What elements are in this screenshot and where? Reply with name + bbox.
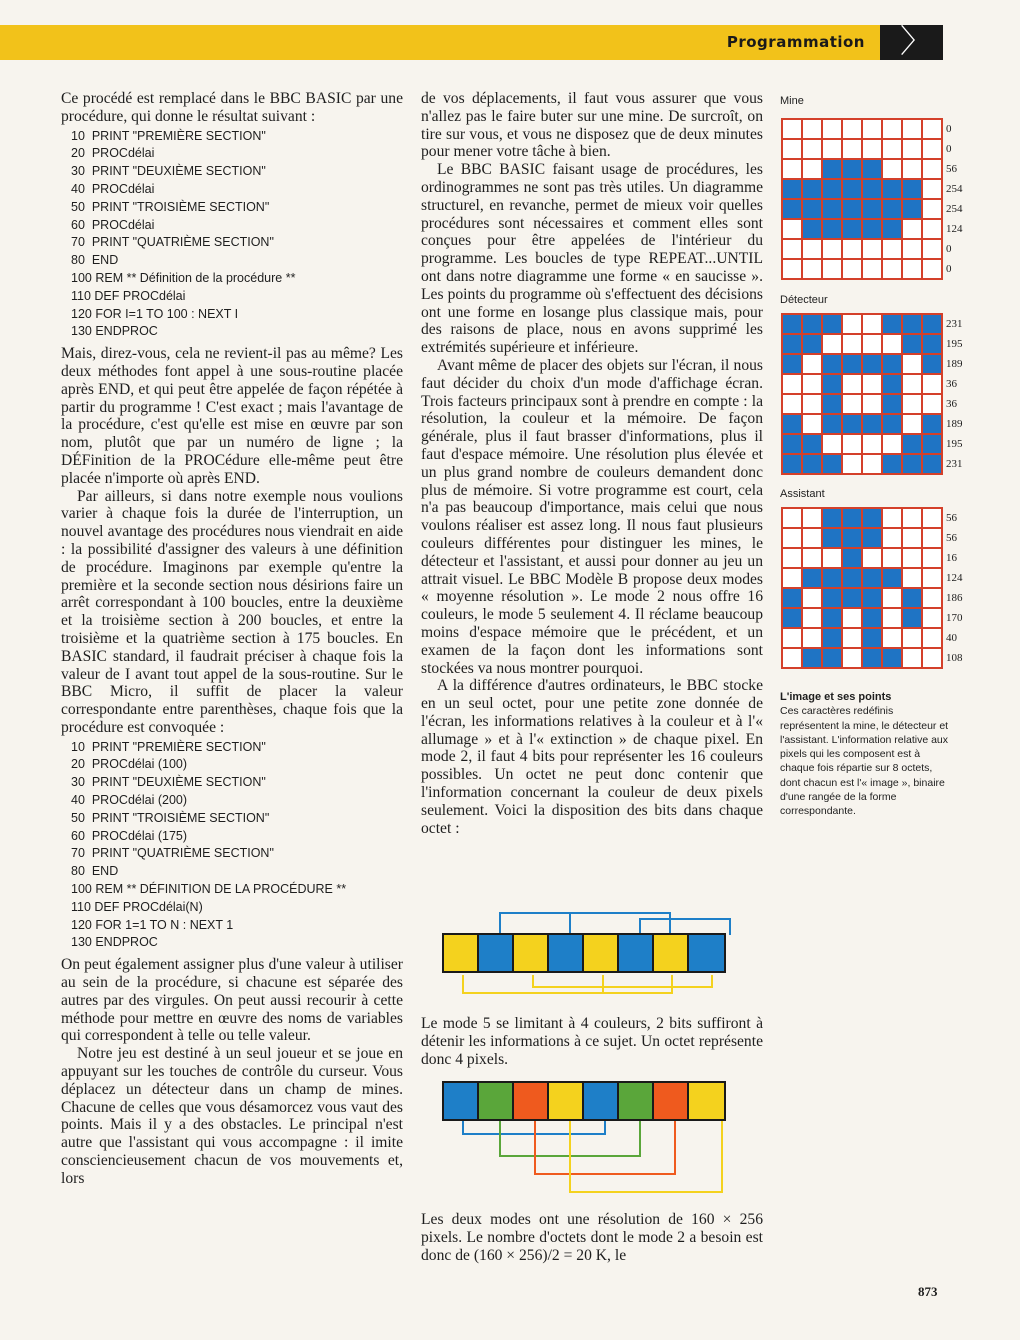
grid-cell: [922, 199, 942, 219]
column-2-mid: [421, 1015, 763, 1068]
code-line: 30 PRINT "DEUXIÈME SECTION": [71, 775, 266, 790]
grid-cell: [802, 239, 822, 259]
grid-cell: [822, 588, 842, 608]
grid-cell: [882, 199, 902, 219]
grid-cell: [802, 119, 822, 139]
grid-cell: [862, 434, 882, 454]
code-line: 80 END: [71, 253, 119, 268]
grid-cell: [822, 314, 842, 334]
grid-cell: [882, 219, 902, 239]
grid-cell: [922, 414, 942, 434]
code-line: 120 FOR I=1 TO 100 : NEXT I: [71, 306, 239, 321]
grid-cell: [862, 159, 882, 179]
grid-cell: [782, 414, 802, 434]
grid-cell: [922, 608, 942, 628]
grid-cell: [902, 314, 922, 334]
grid-cell: [922, 219, 942, 239]
grid-cell: [862, 374, 882, 394]
grid-cell: [882, 394, 902, 414]
sprite-grid: [781, 313, 943, 475]
row-value: 40: [946, 632, 957, 644]
grid-cell: [822, 354, 842, 374]
grid-cell: [782, 354, 802, 374]
grid-cell: [842, 648, 862, 668]
grid-cell: [902, 239, 922, 259]
intro-paragraph: Ce procédé est remplacé dans le BBC BASIC par une procédure, qui donne le résultat suivant :: [61, 90, 403, 125]
grid-cell: [802, 568, 822, 588]
grid-cell: [782, 334, 802, 354]
grid-cell: [882, 548, 902, 568]
code-line: 120 FOR 1=1 TO N : NEXT 1: [71, 917, 234, 932]
code-line: 110 DEF PROCdélai(N): [71, 899, 203, 914]
grid-cell: [862, 119, 882, 139]
bit-cell: [479, 1083, 514, 1119]
caption-text: Ces caractères redéfinis représentent la mine, le détecteur et l'assistant. L'information relative aux pixels qui les composent est à chaque fois répartie sur 8 octets, dont chacun est l'« image », binaire d'une rangée de la forme correspondante.: [780, 705, 949, 818]
grid-cell: [782, 648, 802, 668]
paragraph: de vos déplacements, il faut vous assurer que vous n'allez pas le faire buter sur une mine. De surcroît, on tire sur vous, et vous ne disposez que de deux minutes pour mener votre tâche à bien.: [421, 90, 763, 161]
row-value: 231: [946, 458, 963, 470]
grid-cell: [842, 568, 862, 588]
grid-cell: [922, 259, 942, 279]
code-line: 30 PRINT "DEUXIÈME SECTION": [71, 164, 266, 179]
code-listing-1: [71, 128, 403, 342]
grid-cell: [822, 159, 842, 179]
grid-cell: [882, 314, 902, 334]
caption-title: L'image et ses points: [780, 691, 892, 703]
code-line: 10 PRINT "PREMIÈRE SECTION": [71, 739, 266, 754]
grid-cell: [782, 219, 802, 239]
row-value: 56: [946, 532, 957, 544]
grid-cell: [842, 159, 862, 179]
grid-cell: [822, 548, 842, 568]
bit-cell: [514, 935, 549, 971]
grid-cell: [922, 394, 942, 414]
code-line: 100 REM ** DÉFINITION DE LA PROCÉDURE **: [71, 882, 347, 897]
grid-cell: [902, 608, 922, 628]
grid-cell: [902, 259, 922, 279]
row-value: 124: [946, 223, 963, 235]
row-value: 0: [946, 263, 952, 275]
grid-cell: [902, 179, 922, 199]
grid-cell: [882, 588, 902, 608]
grid-cell: [882, 508, 902, 528]
code-line: 50 PRINT "TROISIÈME SECTION": [71, 199, 270, 214]
bit-cell: [549, 935, 584, 971]
grid-cell: [882, 139, 902, 159]
mode5-bit-connectors: [440, 1112, 750, 1202]
grid-cell: [822, 334, 842, 354]
grid-cell: [862, 528, 882, 548]
grid-cell: [862, 508, 882, 528]
grid-cell: [822, 608, 842, 628]
grid-cell: [842, 354, 862, 374]
sprite-grid: [781, 118, 943, 280]
grid-cell: [782, 119, 802, 139]
grid-cell: [882, 239, 902, 259]
grid-cell: [922, 374, 942, 394]
row-value: 254: [946, 203, 963, 215]
grid-cell: [922, 354, 942, 374]
grid-cell: [922, 568, 942, 588]
grid-cell: [782, 628, 802, 648]
bit-cell: [444, 1083, 479, 1119]
page-number: 873: [918, 1284, 938, 1299]
row-value: 189: [946, 358, 963, 370]
grid-cell: [802, 434, 822, 454]
grid-cell: [882, 568, 902, 588]
code-line: 110 DEF PROCdélai: [71, 288, 186, 303]
grid-cell: [842, 528, 862, 548]
grid-cell: [842, 434, 862, 454]
grid-cell: [862, 219, 882, 239]
grid-cell: [822, 394, 842, 414]
grid-cell: [802, 374, 822, 394]
grid-cell: [782, 548, 802, 568]
grid-cell: [782, 568, 802, 588]
grid-cell: [842, 139, 862, 159]
row-value: 231: [946, 318, 963, 330]
grid-cell: [802, 179, 822, 199]
mode5-byte-diagram: [442, 1081, 726, 1121]
bit-cell: [689, 1083, 724, 1119]
grid-cell: [822, 139, 842, 159]
grid-cell: [882, 179, 902, 199]
grid-cell: [842, 414, 862, 434]
chevron-right-icon: [880, 22, 943, 60]
code-line: 50 PRINT "TROISIÈME SECTION": [71, 810, 270, 825]
bit-cell: [479, 935, 514, 971]
grid-cell: [802, 314, 822, 334]
grid-cell: [862, 199, 882, 219]
grid-cell: [822, 414, 842, 434]
grid-cell: [902, 159, 922, 179]
grid-cell: [882, 628, 902, 648]
mode2-byte-diagram: [442, 933, 726, 973]
grid-cell: [922, 334, 942, 354]
row-value: 189: [946, 418, 963, 430]
grid-cell: [902, 139, 922, 159]
grid-cell: [822, 119, 842, 139]
grid-cell: [842, 199, 862, 219]
grid-cell: [862, 259, 882, 279]
grid-cell: [802, 199, 822, 219]
grid-cell: [862, 588, 882, 608]
grid-cell: [802, 608, 822, 628]
bit-cell: [549, 1083, 584, 1119]
grid-cell: [862, 179, 882, 199]
grid-cell: [862, 139, 882, 159]
grid-cell: [822, 528, 842, 548]
grid-cell: [782, 314, 802, 334]
grid-cell: [802, 414, 822, 434]
grid-cell: [902, 219, 922, 239]
grid-cell: [882, 334, 902, 354]
grid-cell: [922, 508, 942, 528]
bit-cell: [654, 935, 689, 971]
grid-cell: [802, 528, 822, 548]
grid-cell: [902, 354, 922, 374]
code-line: 130 ENDPROC: [71, 324, 158, 339]
grid-cell: [882, 414, 902, 434]
grid-cell: [902, 394, 922, 414]
grid-cell: [802, 588, 822, 608]
grid-cell: [882, 354, 902, 374]
grid-cell: [882, 434, 902, 454]
bit-cell: [514, 1083, 549, 1119]
grid-cell: [862, 394, 882, 414]
grid-cell: [922, 179, 942, 199]
grid-cell: [842, 548, 862, 568]
bit-cell: [619, 935, 654, 971]
grid-cell: [802, 628, 822, 648]
grid-cell: [902, 548, 922, 568]
grid-cell: [822, 628, 842, 648]
grid-cell: [782, 588, 802, 608]
grid-cell: [802, 219, 822, 239]
grid-cell: [842, 508, 862, 528]
grid-cell: [802, 394, 822, 414]
grid-cell: [862, 454, 882, 474]
grid-cell: [902, 628, 922, 648]
column-2: [421, 90, 763, 837]
grid-cell: [922, 159, 942, 179]
arrow-glyph: 〉: [900, 22, 933, 60]
grid-cell: [922, 454, 942, 474]
row-value: 254: [946, 183, 963, 195]
row-value: 195: [946, 438, 963, 450]
grid-cell: [782, 508, 802, 528]
grid-cell: [922, 528, 942, 548]
section-title: Programmation: [726, 33, 865, 51]
grid-cell: [802, 259, 822, 279]
bit-cell: [584, 1083, 619, 1119]
grid-cell: [802, 159, 822, 179]
paragraph: Le BBC BASIC faisant usage de procédures, les ordinogrammes ne sont pas très utiles. Un diagramme structurel, en revanche, permet de mieux voir quelles procédures sont nécessaires et comment elles sont conçues pour être appelées de l'intérieur du programme. Les boucles de type REPEAT...UNTIL ont dans notre diagramme une forme « en saucisse ». Les points du programme où s'effectuent des décisions ont une forme en losange plus classique mais, pour des raisons de place, nous en avons supprimé les extrémités supérieure et inférieure.: [421, 161, 763, 357]
grid-cell: [822, 508, 842, 528]
grid-cell: [822, 568, 842, 588]
grid-cell: [862, 239, 882, 259]
grid-cell: [902, 528, 922, 548]
grid-cell: [902, 414, 922, 434]
bit-cell: [444, 935, 479, 971]
paragraph: A la différence d'autres ordinateurs, le BBC stocke en un seul octet, pour une petite zone donnée de l'écran, les informations relatives à la couleur et à l'« allumage » et à l'« extinction » de chaque pixel. En mode 2, il faut 4 bits pour représenter les 16 couleurs possibles. Un octet ne peut donc contenir que l'information concernant la couleur de deux pixels seulement. Voici la disposition des bits dans chaque octet :: [421, 677, 763, 837]
grid-cell: [882, 259, 902, 279]
grid-cell: [842, 454, 862, 474]
paragraph: Mais, direz-vous, cela ne revient-il pas au même? Les deux méthodes font appel à une sous-routine placée après END, et qui peut être appelée de façon répétée à partir du programme ! C'est exact ; mais l'avantage de la procédure, c'est qu'elle est mise en œuvre par son nom, plutôt que par un numéro de ligne ; la DÉFinition de la PROCédure elle-même peut être placée n'importe où après END.: [61, 345, 403, 487]
grid-cell: [802, 454, 822, 474]
row-value: 16: [946, 552, 957, 564]
bit-cell: [619, 1083, 654, 1119]
grid-cell: [822, 179, 842, 199]
grid-cell: [842, 374, 862, 394]
grid-cell: [862, 568, 882, 588]
paragraph: Les deux modes ont une résolution de 160 × 256 pixels. Le nombre d'octets dont le mode 2 a besoin est donc de (160 × 256)/2 = 20 K, le: [421, 1211, 763, 1264]
grid-label: Mine: [780, 95, 804, 107]
grid-cell: [922, 119, 942, 139]
grid-cell: [782, 179, 802, 199]
grid-cell: [922, 434, 942, 454]
grid-cell: [902, 588, 922, 608]
grid-cell: [842, 259, 862, 279]
grid-cell: [802, 139, 822, 159]
grid-cell: [822, 259, 842, 279]
grid-cell: [902, 508, 922, 528]
grid-cell: [842, 588, 862, 608]
grid-cell: [922, 239, 942, 259]
code-line: 100 REM ** Définition de la procédure **: [71, 270, 296, 285]
grid-cell: [842, 179, 862, 199]
grid-cell: [842, 314, 862, 334]
grid-cell: [902, 374, 922, 394]
grid-cell: [802, 648, 822, 668]
grid-label: Détecteur: [780, 294, 828, 306]
code-line: 10 PRINT "PREMIÈRE SECTION": [71, 128, 266, 143]
grid-cell: [862, 648, 882, 668]
bit-cell: [584, 935, 619, 971]
grid-cell: [862, 354, 882, 374]
code-line: 70 PRINT "QUATRIÈME SECTION": [71, 846, 274, 861]
grid-label: Assistant: [780, 488, 825, 500]
grid-cell: [822, 199, 842, 219]
code-line: 40 PROCdélai: [71, 181, 155, 196]
grid-cell: [782, 528, 802, 548]
code-line: 80 END: [71, 864, 119, 879]
grid-cell: [822, 454, 842, 474]
grid-cell: [882, 374, 902, 394]
grid-cell: [862, 548, 882, 568]
grid-cell: [842, 394, 862, 414]
column-2-end: [421, 1211, 763, 1264]
paragraph: Avant même de placer des objets sur l'écran, il nous faut décider du choix d'un mode d'affichage écran. Trois facteurs principaux sont à prendre en compte : la résolution, la couleur et la mémoire. De façon générale, plus il faut brasser d'informations, plus il faut d'espace mémoire. Une résolution plus élevée et un plus grand nombre de couleurs demandent donc plus de mémoire. Si votre programme est court, cela n'a pas beaucoup d'importance, mais celui que nous voulons réaliser est assez long. Il nous faut plusieurs couleurs différentes pour distinguer les mines, le détecteur et l'assistant, et aussi pour donner au jeu un attrait visuel. Le BBC Modèle B propose deux modes « moyenne résolution ». Le mode 2 nous offre 16 couleurs, le mode 5 seulement 4. Il réclame beaucoup moins d'espace mémoire que le précédent, et un examen de la façon dont les informations sont stockées va nous montrer pourquoi.: [421, 356, 763, 677]
grid-cell: [902, 334, 922, 354]
grid-cell: [822, 434, 842, 454]
column-1: [61, 90, 403, 1188]
grid-cell: [842, 239, 862, 259]
grid-cell: [782, 199, 802, 219]
section-banner: [0, 25, 943, 60]
code-line: 20 PROCdélai: [71, 146, 155, 161]
figure-caption: [780, 690, 950, 819]
bit-cell: [654, 1083, 689, 1119]
grid-cell: [802, 334, 822, 354]
grid-cell: [842, 119, 862, 139]
grid-cell: [822, 374, 842, 394]
grid-cell: [822, 648, 842, 668]
grid-cell: [862, 608, 882, 628]
grid-cell: [782, 608, 802, 628]
grid-cell: [902, 568, 922, 588]
sprite-grid: [781, 507, 943, 669]
row-value: 0: [946, 123, 952, 135]
grid-row-values: [946, 508, 963, 668]
grid-cell: [782, 374, 802, 394]
grid-cell: [822, 219, 842, 239]
grid-cell: [782, 259, 802, 279]
row-value: 170: [946, 612, 963, 624]
grid-cell: [922, 548, 942, 568]
row-value: 186: [946, 592, 963, 604]
grid-cell: [902, 199, 922, 219]
grid-cell: [922, 314, 942, 334]
grid-cell: [922, 588, 942, 608]
row-value: 108: [946, 652, 963, 664]
grid-cell: [902, 434, 922, 454]
code-line: 130 ENDPROC: [71, 935, 158, 950]
code-line: 40 PROCdélai (200): [71, 793, 188, 808]
row-value: 0: [946, 143, 952, 155]
grid-cell: [822, 239, 842, 259]
grid-cell: [802, 508, 822, 528]
grid-cell: [782, 159, 802, 179]
bit-cell: [689, 935, 724, 971]
grid-cell: [842, 334, 862, 354]
code-line: 60 PROCdélai (175): [71, 828, 188, 843]
code-listing-2: [71, 739, 403, 953]
row-value: 36: [946, 398, 957, 410]
grid-cell: [782, 139, 802, 159]
grid-cell: [882, 454, 902, 474]
row-value: 195: [946, 338, 963, 350]
grid-cell: [862, 314, 882, 334]
grid-cell: [922, 648, 942, 668]
paragraph: Par ailleurs, si dans notre exemple nous voulions varier à chaque fois la durée de l'interruption, un nouvel avantage des procédures nous viendrait en aide : la possibilité d'assigner des valeurs à une définition de procédure. Imaginons par exemple qu'entre la première et la seconde section nous désirions faire un arrêt correspondant à 100 boucles, entre la deuxième et la troisième section à 200 boucles, et entre la troisième et la quatrième section à 175 boucles. En BASIC standard, il faudrait préciser à chaque fois la valeur de I avant tout appel de la sous-routine. Sur le BBC Micro, il suffit de placer la valeur correspondante entre parenthèses, chaque fois que la procédure est convoquée :: [61, 487, 403, 736]
grid-cell: [922, 628, 942, 648]
code-line: 70 PRINT "QUATRIÈME SECTION": [71, 235, 274, 250]
grid-cell: [902, 454, 922, 474]
grid-cell: [902, 648, 922, 668]
grid-cell: [782, 394, 802, 414]
grid-cell: [802, 354, 822, 374]
grid-cell: [782, 434, 802, 454]
grid-cell: [882, 528, 902, 548]
grid-cell: [862, 334, 882, 354]
grid-row-values: [946, 314, 963, 474]
grid-cell: [782, 239, 802, 259]
code-line: 60 PROCdélai: [71, 217, 155, 232]
grid-cell: [922, 139, 942, 159]
grid-cell: [842, 219, 862, 239]
grid-cell: [862, 628, 882, 648]
grid-row-values: [946, 119, 963, 279]
row-value: 36: [946, 378, 957, 390]
grid-cell: [882, 608, 902, 628]
row-value: 56: [946, 512, 957, 524]
row-value: 124: [946, 572, 963, 584]
row-value: 56: [946, 163, 957, 175]
grid-cell: [902, 119, 922, 139]
grid-cell: [882, 648, 902, 668]
paragraph: Le mode 5 se limitant à 4 couleurs, 2 bits suffiront à détenir les informations à ce sujet. Un octet représente donc 4 pixels.: [421, 1015, 763, 1068]
grid-cell: [842, 608, 862, 628]
grid-cell: [882, 159, 902, 179]
grid-cell: [862, 414, 882, 434]
grid-cell: [842, 628, 862, 648]
grid-cell: [782, 454, 802, 474]
paragraph: Notre jeu est destiné à un seul joueur et se joue en appuyant sur les touches de contrôle du curseur. Vous déplacez un détecteur dans un champ de mines. Chacune de celles que vous désamorcez vous vaut des points. Mais il y a des obstacles. Le principal n'est autre que l'assistant qui vous accompagne : il imite consciencieusement chacun de vos mouvements et, lors: [61, 1045, 403, 1187]
grid-cell: [802, 548, 822, 568]
paragraph: On peut également assigner plus d'une valeur à utiliser au sein de la procédure, si chacune est séparée des autres par des virgules. On peut aussi recourir à cette méthode pour mettre en œuvre des noms de variables qui correspondent à telle ou telle valeur.: [61, 956, 403, 1045]
code-line: 20 PROCdélai (100): [71, 757, 188, 772]
grid-cell: [882, 119, 902, 139]
row-value: 0: [946, 243, 952, 255]
